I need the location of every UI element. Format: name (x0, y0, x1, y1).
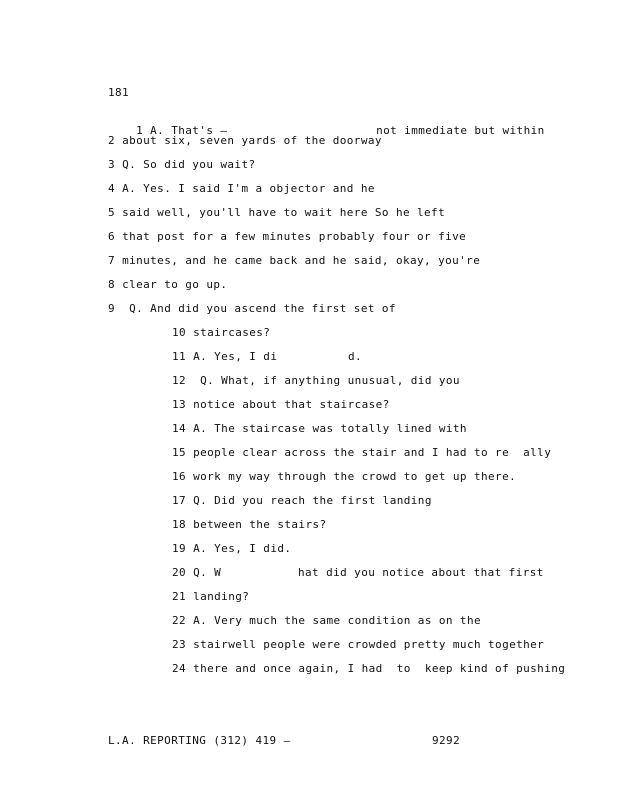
line-number: 5 (108, 206, 116, 219)
line-number: 22 (172, 614, 187, 627)
line-number: 16 (172, 470, 187, 483)
transcript-line-7 (108, 254, 480, 268)
line-number: 23 (172, 638, 187, 651)
line-text: stairwell people were crowded pretty much together (193, 638, 545, 651)
line-number: 9 (108, 302, 116, 315)
line-number: 21 (172, 590, 187, 603)
line-text: Q. What, if anything unusual, did you (200, 374, 460, 387)
line-number: 7 (108, 254, 116, 267)
transcript-line-4 (108, 182, 375, 196)
transcript-line-12 (172, 374, 460, 388)
line-number: 20 (172, 566, 187, 579)
transcript-line-17 (172, 494, 432, 508)
transcript-line-2 (108, 134, 382, 148)
line-text: Q. So did you wait? (122, 158, 256, 171)
transcript-line-18 (172, 518, 327, 532)
line-text: landing? (193, 590, 250, 603)
line-number: 14 (172, 422, 187, 435)
line-number: 18 (172, 518, 187, 531)
footer-phone-suffix: 9292 (432, 734, 461, 747)
line-text: A. Yes, I did. (193, 542, 292, 555)
line-text: A. Yes. I said I'm a objector and he (122, 182, 375, 195)
line-number: 4 (108, 182, 116, 195)
line-number: 13 (172, 398, 187, 411)
transcript-line-23 (172, 638, 544, 652)
line-text: there and once again, I had to keep kind of pushing (193, 662, 566, 675)
transcript-line-20 (172, 566, 221, 580)
line-text: staircases? (193, 326, 271, 339)
transcript-line-24 (172, 662, 565, 676)
line-number: 1 (136, 124, 144, 137)
line-text: that post for a few minutes probably four or five (122, 230, 467, 243)
line-text: people clear across the stair and I had to re ally (193, 446, 552, 459)
transcript-line-3 (108, 158, 256, 172)
line-text: not immediate but within (376, 124, 545, 137)
line-text: A. Very much the same condition as on the (193, 614, 482, 627)
line-text: about six, seven yards of the doorway (122, 134, 382, 147)
transcript-line-21 (172, 590, 249, 604)
line-number: 15 (172, 446, 187, 459)
transcript-line-6 (108, 230, 466, 244)
line-text: Q. W (193, 566, 222, 579)
transcript-line-9 (108, 302, 396, 316)
line-number: 24 (172, 662, 187, 675)
page-number: 181 (108, 86, 130, 99)
line-text: A. That's – (150, 124, 228, 137)
line-text: A. Yes, I di (193, 350, 278, 363)
transcript-line-15 (172, 446, 551, 460)
line-number: 17 (172, 494, 187, 507)
line-number: 11 (172, 350, 187, 363)
line-text: said well, you'll have to wait here So he left (122, 206, 446, 219)
line-text: between the stairs? (193, 518, 327, 531)
line-text: minutes, and he came back and he said, okay, you're (122, 254, 481, 267)
transcript-line-11-continuation (348, 350, 362, 364)
line-number: 3 (108, 158, 116, 171)
transcript-line-22 (172, 614, 481, 628)
line-number: 8 (108, 278, 116, 291)
line-text: Q. Did you reach the first landing (193, 494, 432, 507)
line-number: 6 (108, 230, 116, 243)
line-number: 19 (172, 542, 187, 555)
line-text: work my way through the crowd to get up there. (193, 470, 517, 483)
line-text: Q. And did you ascend the first set of (129, 302, 396, 315)
line-text: hat did you notice about that first (298, 566, 544, 579)
line-number: 12 (172, 374, 187, 387)
line-text: notice about that staircase? (193, 398, 390, 411)
transcript-line-16 (172, 470, 516, 484)
line-number: 2 (108, 134, 116, 147)
line-text: d. (348, 350, 363, 363)
line-text: A. The staircase was totally lined with (193, 422, 467, 435)
transcript-line-13 (172, 398, 390, 412)
transcript-line-8 (108, 278, 227, 292)
transcript-line-20-continuation (298, 566, 544, 580)
transcript-line-11 (172, 350, 277, 364)
line-number: 10 (172, 326, 187, 339)
transcript-line-19 (172, 542, 291, 556)
transcript-line-14 (172, 422, 467, 436)
footer-reporter: L.A. REPORTING (312) 419 – (108, 734, 291, 747)
transcript-line-10 (172, 326, 270, 340)
line-text: clear to go up. (122, 278, 228, 291)
transcript-line-5 (108, 206, 445, 220)
